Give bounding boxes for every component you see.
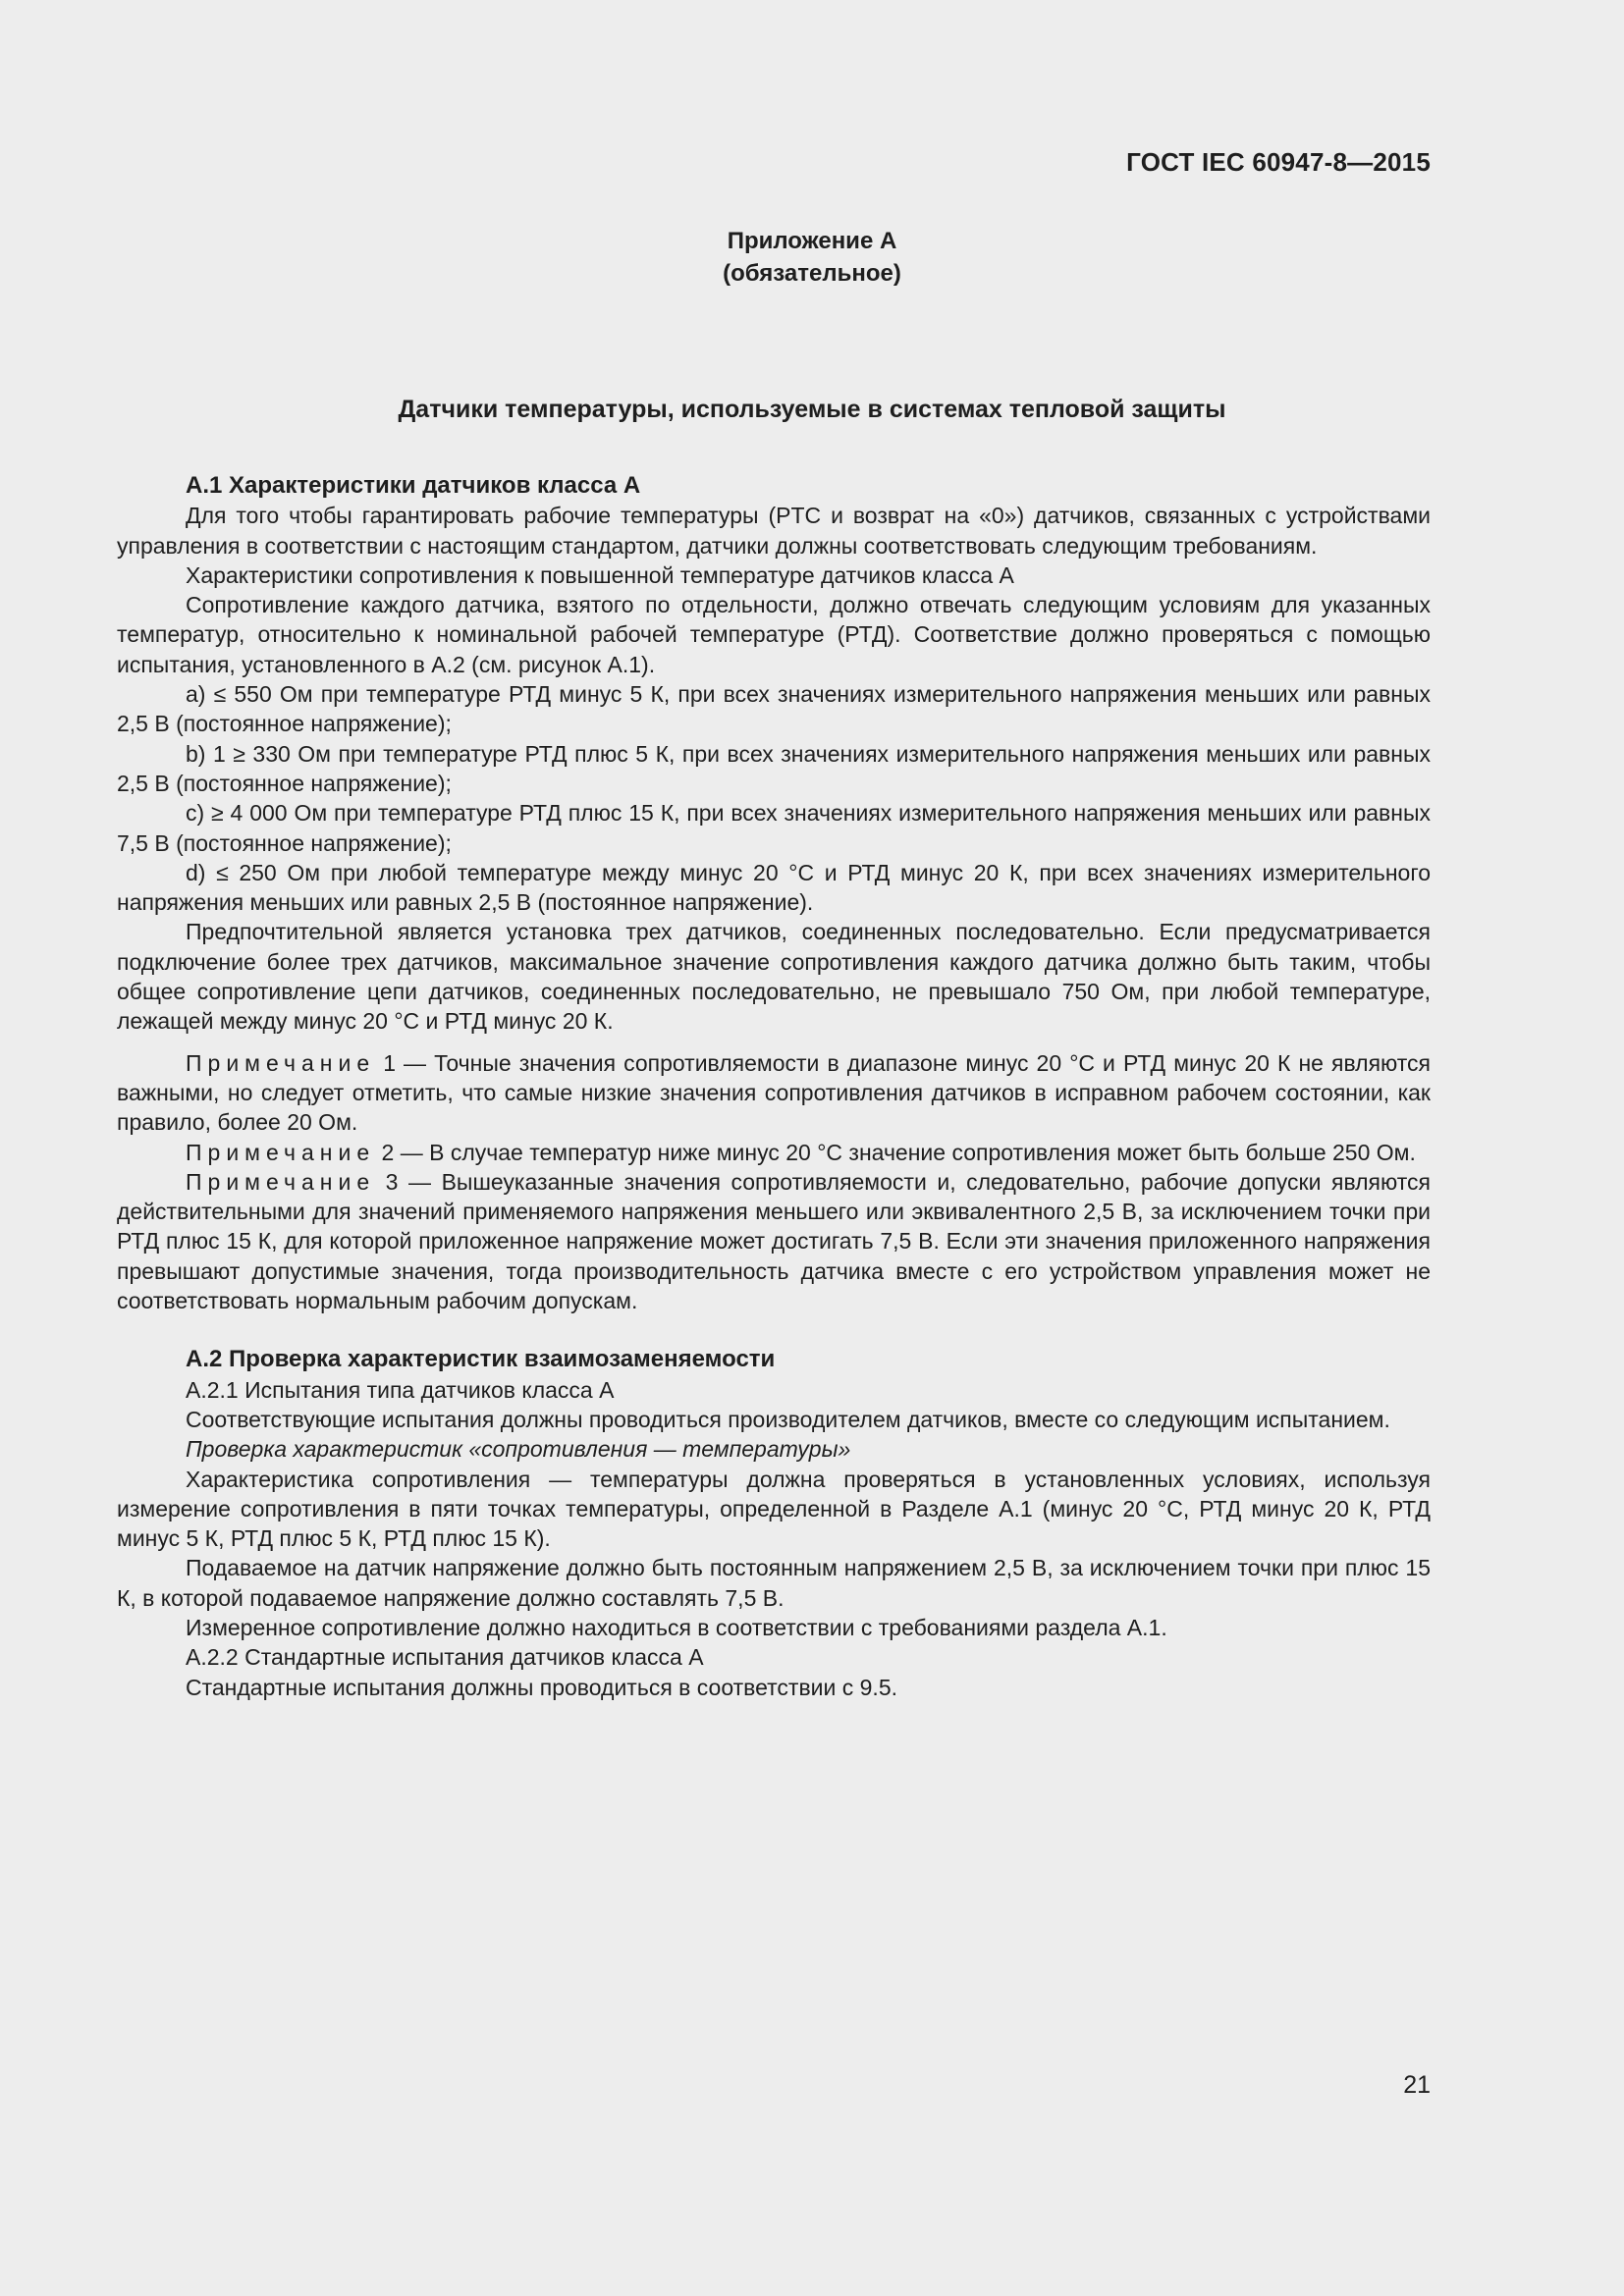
note-text: 2 — В случае температур ниже минус 20 °С значение сопротивления может быть больше 250 Ом. xyxy=(375,1139,1416,1165)
page-number: 21 xyxy=(1403,2071,1431,2099)
appendix-status: (обязательное) xyxy=(723,260,901,287)
appendix-label: Приложение А xyxy=(727,228,897,254)
paragraph: Измеренное сопротивление должно находиться в соответствии с требованиями раздела А.1. xyxy=(186,1614,1167,1640)
appendix-heading xyxy=(0,225,1624,290)
list-item: b) 1 ≥ 330 Ом при температуре РТД плюс 5 К, при всех значениях измерительного напряжения меньших или равных 2,5 В (постоянное напряжение); xyxy=(117,740,1431,796)
note-label: Примечание xyxy=(186,1168,376,1195)
subsection-heading: А.2.2 Стандартные испытания датчиков класса А xyxy=(186,1644,704,1671)
paragraph: Сопротивление каждого датчика, взятого по отдельности, должно отвечать следующим условиям для указанных температур, относительно к номинальной рабочей температуре (РТД). Соответствие должно проверяться с помощью испытания, установленного в А.2 (см. рисунок А.1). xyxy=(117,592,1431,677)
note-text: 3 — Вышеуказанные значения сопротивляемости и, следовательно, рабочие допуски являются действительными для значений применяемого напряжения меньшего или эквивалентного 2,5 В, за исключением точки при РТД плюс 15 К, для которой приложенное напряжение может достигать 7,5 В. Если эти значения приложенного напряжения превышают допустимые значения, тогда производительность датчика вместе с его устройством управления может не соответствовать нормальным рабочим допускам. xyxy=(117,1168,1431,1314)
note xyxy=(117,1048,1431,1138)
section-a1-heading: А.1 Характеристики датчиков класса А xyxy=(186,472,641,499)
note xyxy=(117,1167,1431,1315)
note-label: Примечание xyxy=(186,1049,376,1076)
document-standard-number: ГОСТ IEC 60947-8—2015 xyxy=(1126,147,1431,177)
italic-subheading: Проверка характеристик «сопротивления — температуры» xyxy=(186,1436,851,1463)
notes-block xyxy=(117,1048,1431,1316)
paragraph: Соответствующие испытания должны проводиться производителем датчиков, вместе со следующим испытанием. xyxy=(186,1406,1390,1432)
subsection-heading: А.2.1 Испытания типа датчиков класса А xyxy=(186,1376,615,1403)
section-a2-heading: А.2 Проверка характеристик взаимозаменяемости xyxy=(186,1346,776,1373)
note-label: Примечание xyxy=(186,1139,376,1165)
document-body xyxy=(117,471,1431,1702)
appendix-title: Датчики температуры, используемые в системах тепловой защиты xyxy=(398,396,1226,423)
paragraph: Характеристики сопротивления к повышенной температуре датчиков класса А xyxy=(186,561,1014,588)
list-item: c) ≥ 4 000 Ом при температуре РТД плюс 15 К, при всех значениях измерительного напряжения меньших или равных 7,5 В (постоянное напряжение); xyxy=(117,800,1431,856)
note xyxy=(117,1138,1431,1167)
paragraph: Подаваемое на датчик напряжение должно быть постоянным напряжением 2,5 В, за исключением точки при плюс 15 К, в которой подаваемое напряжение должно составлять 7,5 В. xyxy=(117,1555,1431,1611)
paragraph: Характеристика сопротивления — температуры должна проверяться в установленных условиях, используя измерение сопротивления в пяти точках температуры, определенной в Разделе А.1 (минус 20 °С, РТД минус 20 К, РТД минус 5 К, РТД плюс 5 К, РТД плюс 15 К). xyxy=(117,1466,1431,1552)
list-item: d) ≤ 250 Ом при любой температуре между минус 20 °С и РТД минус 20 К, при всех значениях измерительного напряжения меньших или равных 2,5 В (постоянное напряжение). xyxy=(117,859,1431,916)
note-text: 1 — Точные значения сопротивляемости в диапазоне минус 20 °С и РТД минус 20 К не являются важными, но следует отметить, что самые низкие значения сопротивления датчиков в исправном рабочем состоянии, как правило, более 20 Ом. xyxy=(117,1049,1431,1136)
paragraph: Предпочтительной является установка трех датчиков, соединенных последовательно. Если предусматривается подключение более трех датчиков, максимальное значение сопротивления каждого датчика должно быть таким, чтобы общее сопротивление цепи датчиков, соединенных последовательно, не превышало 750 Ом, при любой температуре, лежащей между минус 20 °С и РТД минус 20 К. xyxy=(117,919,1431,1035)
paragraph: Для того чтобы гарантировать рабочие температуры (PTC и возврат на «0») датчиков, связанных с устройствами управления в соответствии с настоящим стандартом, датчики должны соответствовать следующим требованиям. xyxy=(117,503,1431,559)
paragraph: Стандартные испытания должны проводиться в соответствии с 9.5. xyxy=(186,1674,898,1700)
list-item: a) ≤ 550 Ом при температуре РТД минус 5 К, при всех значениях измерительного напряжения меньших или равных 2,5 В (постоянное напряжение); xyxy=(117,681,1431,737)
